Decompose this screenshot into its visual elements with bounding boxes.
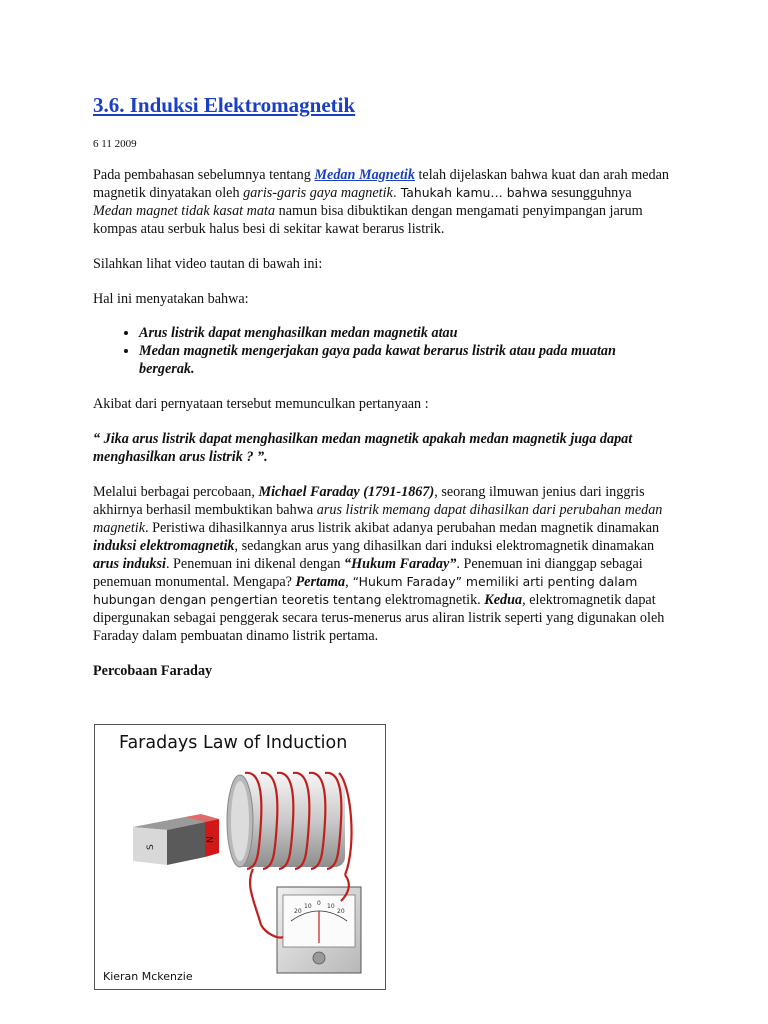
statement-list <box>93 324 673 378</box>
faraday-text: . Peristiwa dihasilkannya arus listrik akibat adanya perubahan medan magnetik dinamakan <box>145 520 660 536</box>
intro-text: Pada pembahasan sebelumnya tentang <box>93 167 315 183</box>
intro-text: telah dijelaskan bahwa kuat dan arah medan magnetik dinyatakan oleh <box>93 167 670 201</box>
faraday-name: Michael Faraday (1791-1867) <box>258 484 435 500</box>
faraday-term: arus induksi <box>93 556 166 572</box>
list-item: • Medan magnetik mengerjakan gaya pada kawat berarus listrik atau pada muatan bergerak. <box>139 342 673 378</box>
faraday-figure <box>94 724 386 990</box>
magnet-south-label: S <box>146 844 156 850</box>
faraday-text: , <box>345 574 349 590</box>
faraday-emphasis: arus listrik memang dapat dihasilkan dari perubahan medan magnetik <box>93 502 663 536</box>
bar-magnet <box>133 814 219 865</box>
faraday-illustration <box>95 725 385 989</box>
faraday-term: induksi elektromagnetik <box>93 538 235 554</box>
consequence-paragraph: Akibat dari pernyataan tersebut memunculkan pertanyaan : <box>93 396 429 412</box>
faraday-text: “Hukum Faraday” memiliki arti penting dalam hubungan dengan pengertian teoretis tentang <box>93 574 638 607</box>
video-paragraph: Silahkan lihat video tautan di bawah ini: <box>93 256 323 272</box>
meter-label: 20 <box>294 908 302 915</box>
faraday-text: , elektromagnetik dapat dipergunakan sebagai penggerak secara terus-menerus arus aliran listrik seperti yang digunakan oleh Faraday dalam pembuatan dinamo listrik pertama. <box>93 592 665 644</box>
question-quote: “ Jika arus listrik dapat menghasilkan medan magnetik apakah medan magnetik juga dapat menghasilkan arus listrik ? ”. <box>93 431 633 465</box>
faraday-text: . Penemuan ini dikenal dengan <box>165 556 345 572</box>
post-date: 6 11 2009 <box>93 138 137 150</box>
faraday-text: . Penemuan ini dianggap sebagai penemuan monumental. Mengapa? <box>93 556 643 590</box>
intro-text: namun bisa dibuktikan dengan mengamati penyimpangan jarum kompas atau serbuk halus besi di sekitar kawat berarus listrik. <box>93 203 643 237</box>
list-item: • Arus listrik dapat menghasilkan medan magnetik atau <box>139 324 673 342</box>
faraday-term: Pertama <box>295 574 346 590</box>
faraday-term: Kedua <box>484 592 523 608</box>
section-heading: Percobaan Faraday <box>93 663 213 679</box>
medan-magnetik-link[interactable]: Medan Magnetik <box>314 167 415 183</box>
magnet-north-label: N <box>206 836 216 843</box>
statement-paragraph: Hal ini menyatakan bahwa: <box>93 291 249 307</box>
faraday-text: , seorang ilmuwan jenius dari inggris akhirnya berhasil membuktikan bahwa <box>93 484 645 518</box>
faraday-text: , sedangkan arus yang dihasilkan dari induksi elektromagnetik dinamakan <box>234 538 655 554</box>
faraday-text: Melalui berbagai percobaan, <box>93 484 259 500</box>
meter-label: 10 <box>327 903 335 910</box>
intro-text: . Tahukah kamu… bahwa <box>392 185 548 200</box>
intro-paragraph <box>93 166 673 238</box>
intro-emphasis: Medan magnet tidak kasat mata <box>93 203 276 219</box>
galvanometer <box>261 875 361 973</box>
meter-label: 0 <box>317 900 321 907</box>
faraday-paragraph <box>93 483 673 645</box>
page-title[interactable]: 3.6. Induksi Elektromagnetik <box>93 93 356 117</box>
faraday-text: elektromagnetik. <box>381 592 485 608</box>
intro-text: sesungguhnya <box>547 185 632 201</box>
figure-credit: Kieran Mckenzie <box>103 970 193 983</box>
faraday-term: “Hukum Faraday” <box>344 556 457 572</box>
intro-emphasis: garis-garis gaya magnetik <box>243 185 393 201</box>
article-body <box>93 166 673 697</box>
meter-label: 10 <box>304 903 312 910</box>
figure-title: Faradays Law of Induction <box>119 733 348 753</box>
meter-label: 20 <box>337 908 345 915</box>
